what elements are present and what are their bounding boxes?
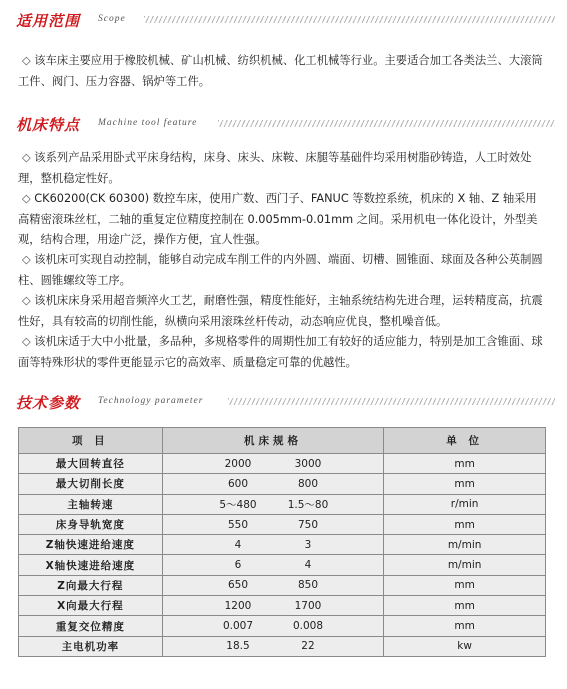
bullet-icon: ◇ (22, 294, 31, 307)
header-spec: 机床规格 (162, 428, 384, 454)
row-unit: kw (384, 636, 546, 656)
row-name: 重复交位精度 (19, 616, 163, 636)
value-model-2: 22 (301, 640, 315, 653)
row-unit: mm (384, 474, 546, 494)
bullet-icon: ◇ (22, 54, 31, 67)
table-row (19, 636, 546, 656)
row-unit: r/min (384, 494, 546, 514)
row-unit: mm (384, 575, 546, 595)
feature-paragraph: ◇ 该系列产品采用卧式平床身结构，床身、床头、床鞍、床腿等基础件均采用树脂砂铸造，人工时效处理，整机稳定性好。 (18, 151, 532, 185)
row-unit: mm (384, 514, 546, 534)
scope-header (16, 10, 555, 32)
value-model-1: 6 (234, 559, 242, 572)
feature-paragraph: ◇ CK60200(CK 60300) 数控车床，使用广数、西门子、FANUC 等数控系统，机床的 X 轴、Z 轴采用高精密滚珠丝杠，二轴的重复定位精度控制在 0.005mm-0.01mm 之间。采用机电一体化设计，外型美观，结构合理，用途广泛，操作方便，宜人性强。 (18, 192, 538, 246)
bullet-icon: ◇ (22, 192, 31, 205)
bullet-icon: ◇ (22, 335, 31, 348)
features-subtitle: Machine tool feature (98, 118, 198, 128)
value-model-2: 0.008 (292, 620, 324, 633)
value-model-2: 3000 (294, 457, 322, 470)
row-unit: mm (384, 616, 546, 636)
value-model-2: 1700 (294, 599, 322, 612)
row-unit: m/min (384, 535, 546, 555)
spec-table-header-row (19, 428, 546, 454)
bullet-icon: ◇ (22, 151, 31, 164)
value-model-2: 3 (304, 538, 312, 551)
value-model-1: 2000 (224, 457, 252, 470)
value-model-2: 850 (297, 579, 318, 592)
table-row (19, 514, 546, 534)
value-model-2: 800 (297, 477, 318, 490)
row-name: 床身导轨宽度 (19, 514, 163, 534)
row-name: 最大回转直径 (19, 454, 163, 474)
features-divider (218, 120, 555, 127)
row-values (162, 555, 384, 575)
feature-paragraph: ◇ 该机床适于大中小批量，多品种，多规格零件的周期性加工有较好的适应能力，特别是加工含锥面、球面等特殊形状的零件更能显示它的高效率、质量稳定可靠的优越性。 (18, 335, 543, 369)
value-model-1: 18.5 (226, 640, 250, 653)
header-unit: 单 位 (384, 428, 546, 454)
table-row (19, 454, 546, 474)
table-row (19, 596, 546, 616)
row-name: Z轴快速进给速度 (19, 535, 163, 555)
scope-title: 适用范围 (16, 12, 81, 30)
row-values (162, 616, 384, 636)
row-unit: mm (384, 454, 546, 474)
row-name: Z向最大行程 (19, 575, 163, 595)
table-row (19, 555, 546, 575)
row-name: 最大切削长度 (19, 474, 163, 494)
scope-paragraph: ◇ 该车床主要应用于橡胶机械、矿山机械、纺织机械、化工机械等行业。主要适合加工各类法兰、大滚筒工件、阀门、压力容器、锅炉等工件。 (18, 54, 543, 88)
specs-header (16, 392, 555, 414)
feature-paragraph: ◇ 该机床床身采用超音频淬火工艺，耐磨性强，精度性能好，主轴系统结构先进合理，运转精度高，抗震性好，具有较高的切削性能，纵横向采用滚珠丝杆传动，动态响应优良，整机噪音低。 (18, 294, 543, 328)
value-model-1: 650 (227, 579, 248, 592)
table-row (19, 494, 546, 514)
value-model-1: 5～480 (219, 498, 257, 511)
table-row (19, 616, 546, 636)
value-model-1: 600 (227, 477, 248, 490)
row-unit: m/min (384, 555, 546, 575)
value-model-2: 4 (304, 559, 312, 572)
row-name: 主轴转速 (19, 494, 163, 514)
value-model-2: 1.5～80 (287, 498, 329, 511)
value-model-1: 550 (227, 518, 248, 531)
table-row (19, 575, 546, 595)
value-model-1: 1200 (224, 599, 252, 612)
row-values (162, 454, 384, 474)
table-row (19, 474, 546, 494)
specs-divider (228, 398, 555, 405)
bullet-icon: ◇ (22, 253, 31, 266)
row-values (162, 636, 384, 656)
scope-divider (144, 16, 555, 23)
row-values (162, 575, 384, 595)
value-model-2: 750 (297, 518, 318, 531)
row-unit: mm (384, 596, 546, 616)
row-values (162, 596, 384, 616)
row-name: 主电机功率 (19, 636, 163, 656)
table-row (19, 535, 546, 555)
feature-paragraph: ◇ 该机床可实现自动控制，能够自动完成车削工件的内外圆、端面、切槽、圆锥面、球面及各种公英制圆柱、圆锥螺纹等工序。 (18, 253, 543, 287)
row-values (162, 474, 384, 494)
row-name: X向最大行程 (19, 596, 163, 616)
spec-table (18, 427, 546, 657)
row-name: X轴快速进给速度 (19, 555, 163, 575)
row-values (162, 494, 384, 514)
row-values (162, 535, 384, 555)
scope-subtitle: Scope (98, 14, 126, 24)
header-item: 项 目 (19, 428, 163, 454)
features-header (16, 114, 555, 136)
value-model-1: 4 (234, 538, 242, 551)
row-values (162, 514, 384, 534)
features-title: 机床特点 (16, 116, 81, 134)
specs-title: 技术参数 (16, 394, 81, 412)
value-model-1: 0.007 (222, 620, 254, 633)
specs-subtitle: Technology parameter (98, 396, 204, 406)
